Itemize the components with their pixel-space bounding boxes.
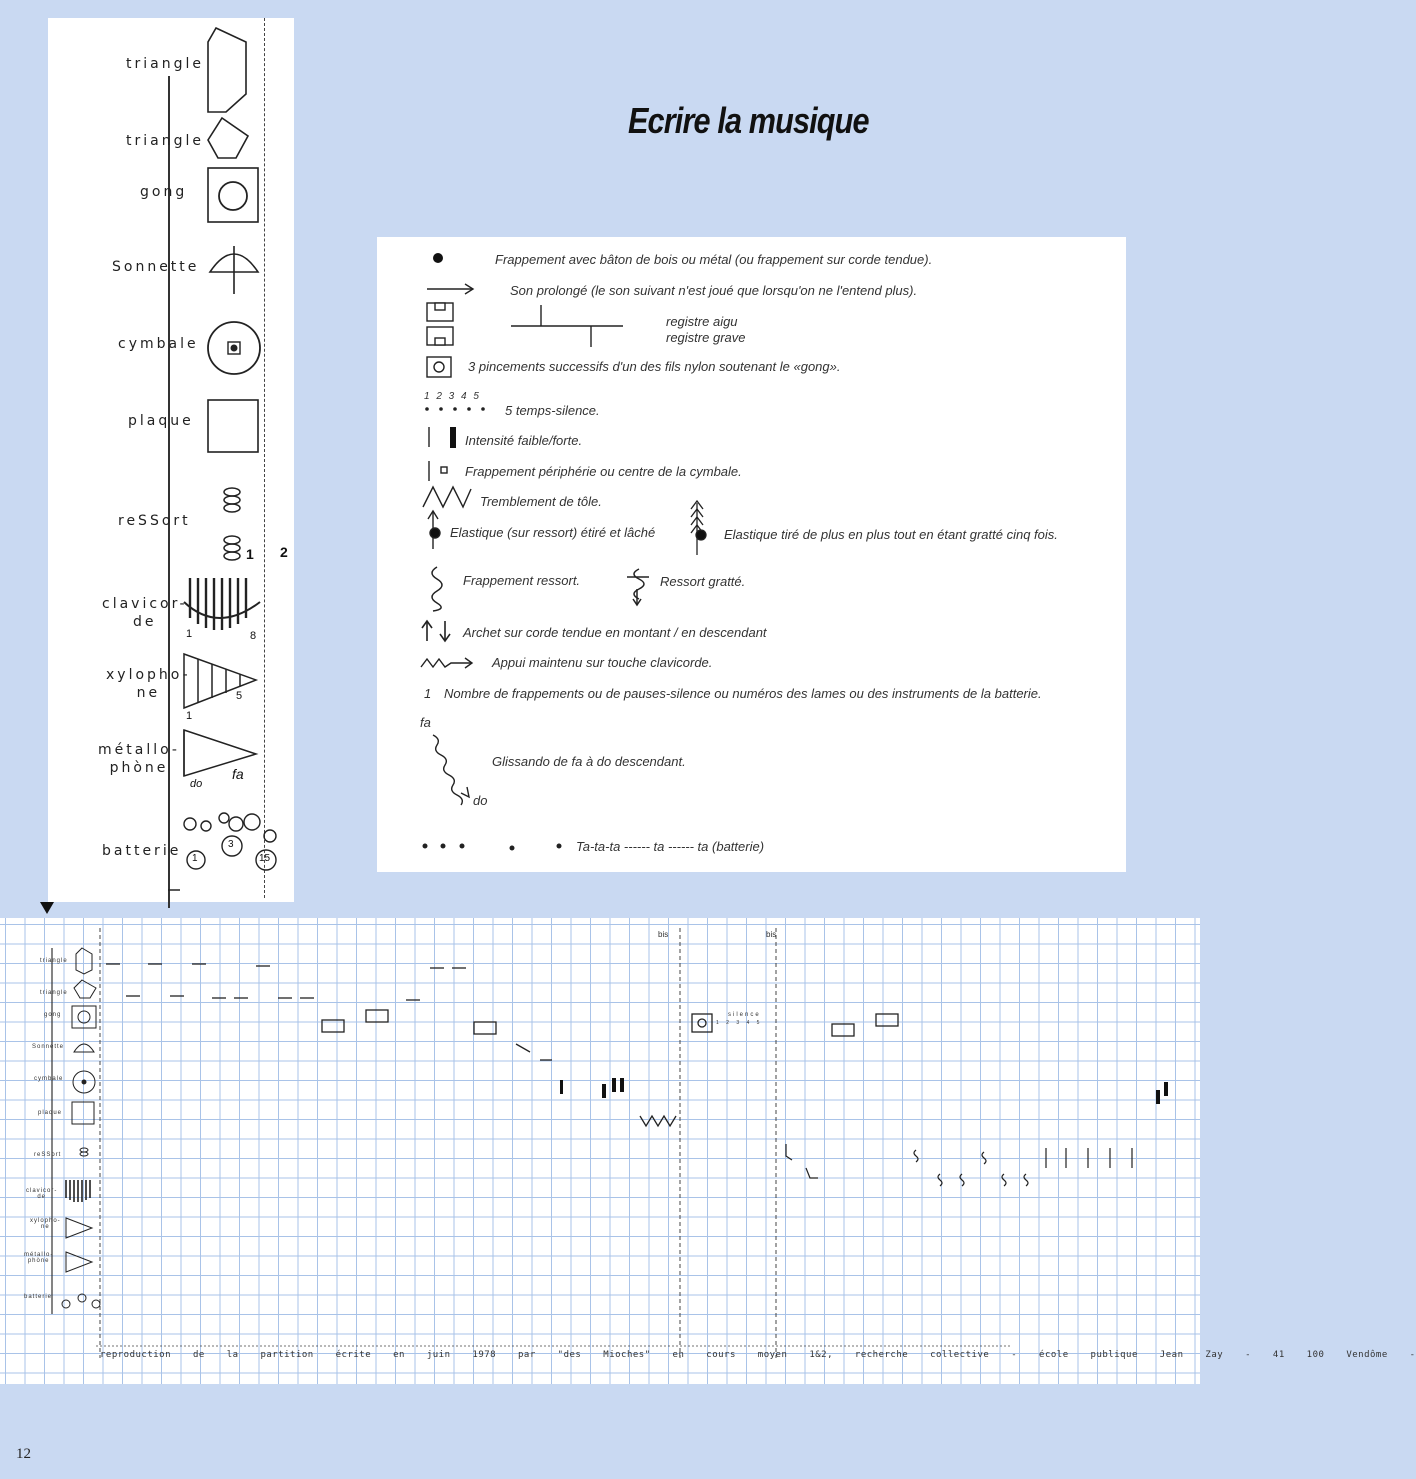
tremble-icon — [423, 487, 471, 507]
instrument-label-metallophone: métallo- phòne — [98, 742, 180, 776]
instrument-label-ressort: reSSort — [118, 513, 191, 529]
score-label-ressort: reSSort — [34, 1152, 62, 1158]
repeat-marker-bis-1: bis — [658, 930, 669, 939]
score-drawing — [0, 918, 1200, 1384]
batterie-number-3: 3 — [228, 839, 234, 850]
spring-icon — [224, 488, 240, 560]
instrument-label-batterie: batterie — [102, 843, 182, 859]
legend-frappement-ressort: Frappement ressort. — [463, 573, 581, 588]
legend-elastique-gratte: Elastique tiré de plus en plus tout en étant gratté cinq fois. — [724, 527, 1058, 542]
legend-frappement: Frappement avec bâton de bois ou métal (ou frappement sur corde tendue). — [495, 252, 933, 267]
hold-key-icon — [421, 658, 472, 668]
instrument-label-gong: gong — [140, 184, 188, 200]
legend-glissando-fa: fa — [420, 715, 431, 730]
legend-glissando: Glissando de fa à do descendant. — [492, 754, 686, 769]
legend-registre-grave: registre grave — [666, 330, 746, 345]
clavicorde-end: 8 — [250, 630, 257, 642]
down-triangle-icon — [40, 902, 56, 916]
instrument-label-xylophone: xylopho- ne — [106, 667, 191, 701]
dot-icon — [433, 253, 443, 263]
legend-pincements: 3 pincements successifs d'un des fils nylon soutenant le «gong». — [468, 359, 841, 374]
gong-icon — [208, 168, 258, 222]
score-caption: reproduction de la partition écrite en juin 1978 par "des Mioches" en cours moyen 1&2, recherche collective - école publique Jean Zay - 41 100 Vendôme - — [100, 1350, 1416, 1360]
legend-elastique-lache: Elastique (sur ressort) étiré et lâché — [450, 525, 656, 540]
clavicorde-icon — [184, 578, 260, 630]
legend-panel — [377, 237, 1126, 872]
legend-symbols — [377, 237, 1126, 872]
legend-archet: Archet sur corde tendue en montant / en descendant — [463, 625, 767, 640]
batterie-dots-icon — [423, 844, 562, 851]
instrument-drawings — [48, 18, 294, 902]
legend-intensite: Intensité faible/forte. — [465, 433, 583, 448]
legend-registre-aigu: registre aigu — [666, 314, 738, 329]
ressort-number-1: 1 — [246, 546, 254, 562]
legend-glissando-do: do — [473, 793, 488, 808]
score-label-sonnette: Sonnette — [32, 1044, 65, 1050]
xylophone-start: 1 — [186, 710, 193, 722]
silence-dots-icon — [425, 407, 485, 411]
cymbal-position-icon — [429, 461, 447, 481]
score-label-triangle-2: triangle — [40, 990, 68, 996]
elastic-stretch-icon — [428, 511, 440, 549]
legend-peripherie: Frappement périphérie ou centre de la cymbale. — [465, 464, 742, 479]
score-label-triangle-1: triangle — [40, 958, 68, 964]
instrument-label-plaque: plaque — [128, 413, 194, 429]
legend-nombre: Nombre de frappements ou de pauses-silence ou numéros des lames ou des instruments de la batterie. — [444, 686, 1042, 701]
silence-marker: silence — [728, 1012, 761, 1018]
elastic-scratch-icon — [691, 501, 706, 555]
triangle-2-notes — [126, 996, 420, 1000]
register-line-icon — [511, 305, 623, 347]
legend-tatata: Ta-ta-ta ------ ta ------ ta (batterie) — [576, 839, 765, 854]
xylophone-end: 5 — [236, 690, 243, 702]
spring-strike-icon — [432, 567, 442, 611]
metallophone-do: do — [190, 778, 203, 790]
clavicorde-start: 1 — [186, 628, 193, 640]
ressort-number-2: 2 — [280, 544, 288, 560]
score-label-plaque: plaque — [38, 1110, 63, 1116]
legend-ressort-gratte: Ressort gratté. — [660, 574, 746, 589]
intensity-icon — [429, 427, 456, 448]
register-box-icon — [427, 303, 453, 377]
triangle-1-notes — [106, 964, 466, 968]
instrument-label-sonnette: Sonnette — [112, 259, 200, 275]
score-label-metallophone: métallo- phòne — [24, 1252, 54, 1264]
batterie-number-1: 1 — [192, 853, 198, 864]
page-title: Ecrire la musique — [628, 100, 869, 141]
legend-tremblement: Tremblement de tôle. — [480, 494, 602, 509]
legend-appui: Appui maintenu sur touche clavicorde. — [492, 655, 713, 670]
score-label-batterie: batterie — [24, 1294, 53, 1300]
instrument-label-triangle-1: triangle — [126, 56, 204, 72]
score-label-cymbale: cymbale — [34, 1076, 64, 1082]
bow-arrows-icon — [422, 621, 450, 641]
score-label-xylophone: xylopho- ne — [30, 1218, 61, 1230]
metallophone-icon — [184, 730, 256, 776]
instrument-label-clavicorde: clavicor- de — [102, 596, 188, 630]
plate-icon — [208, 400, 258, 452]
legend-temps-numbers: 1 2 3 4 5 — [424, 391, 479, 402]
score-label-gong: gong — [44, 1012, 62, 1018]
hexagon-icon — [208, 28, 246, 112]
instrument-label-cymbale: cymbale — [118, 336, 199, 352]
repeat-marker-bis-2: bis — [766, 930, 777, 939]
instrument-column — [48, 18, 294, 902]
glissando-icon — [433, 735, 462, 805]
score-sheet — [0, 918, 1200, 1384]
legend-son-prolonge: Son prolongé (le son suivant n'est joué que lorsqu'on ne l'entend plus). — [510, 283, 918, 298]
spring-scratch-icon — [627, 569, 649, 605]
legend-nombre-num: 1 — [424, 686, 432, 701]
score-label-clavicorde: clavicor- de — [26, 1188, 58, 1200]
page-number: 12 — [16, 1446, 31, 1462]
xylophone-icon — [184, 654, 256, 708]
pentagon-icon — [208, 118, 248, 158]
long-arrow-icon — [427, 284, 473, 294]
batterie-number-15: 15 — [259, 853, 271, 864]
instrument-label-triangle-2: triangle — [126, 133, 204, 149]
silence-numbers: 1 2 3 4 5 — [716, 1020, 763, 1026]
metallophone-fa: fa — [232, 766, 244, 782]
legend-temps-silence: 5 temps-silence. — [505, 403, 600, 418]
